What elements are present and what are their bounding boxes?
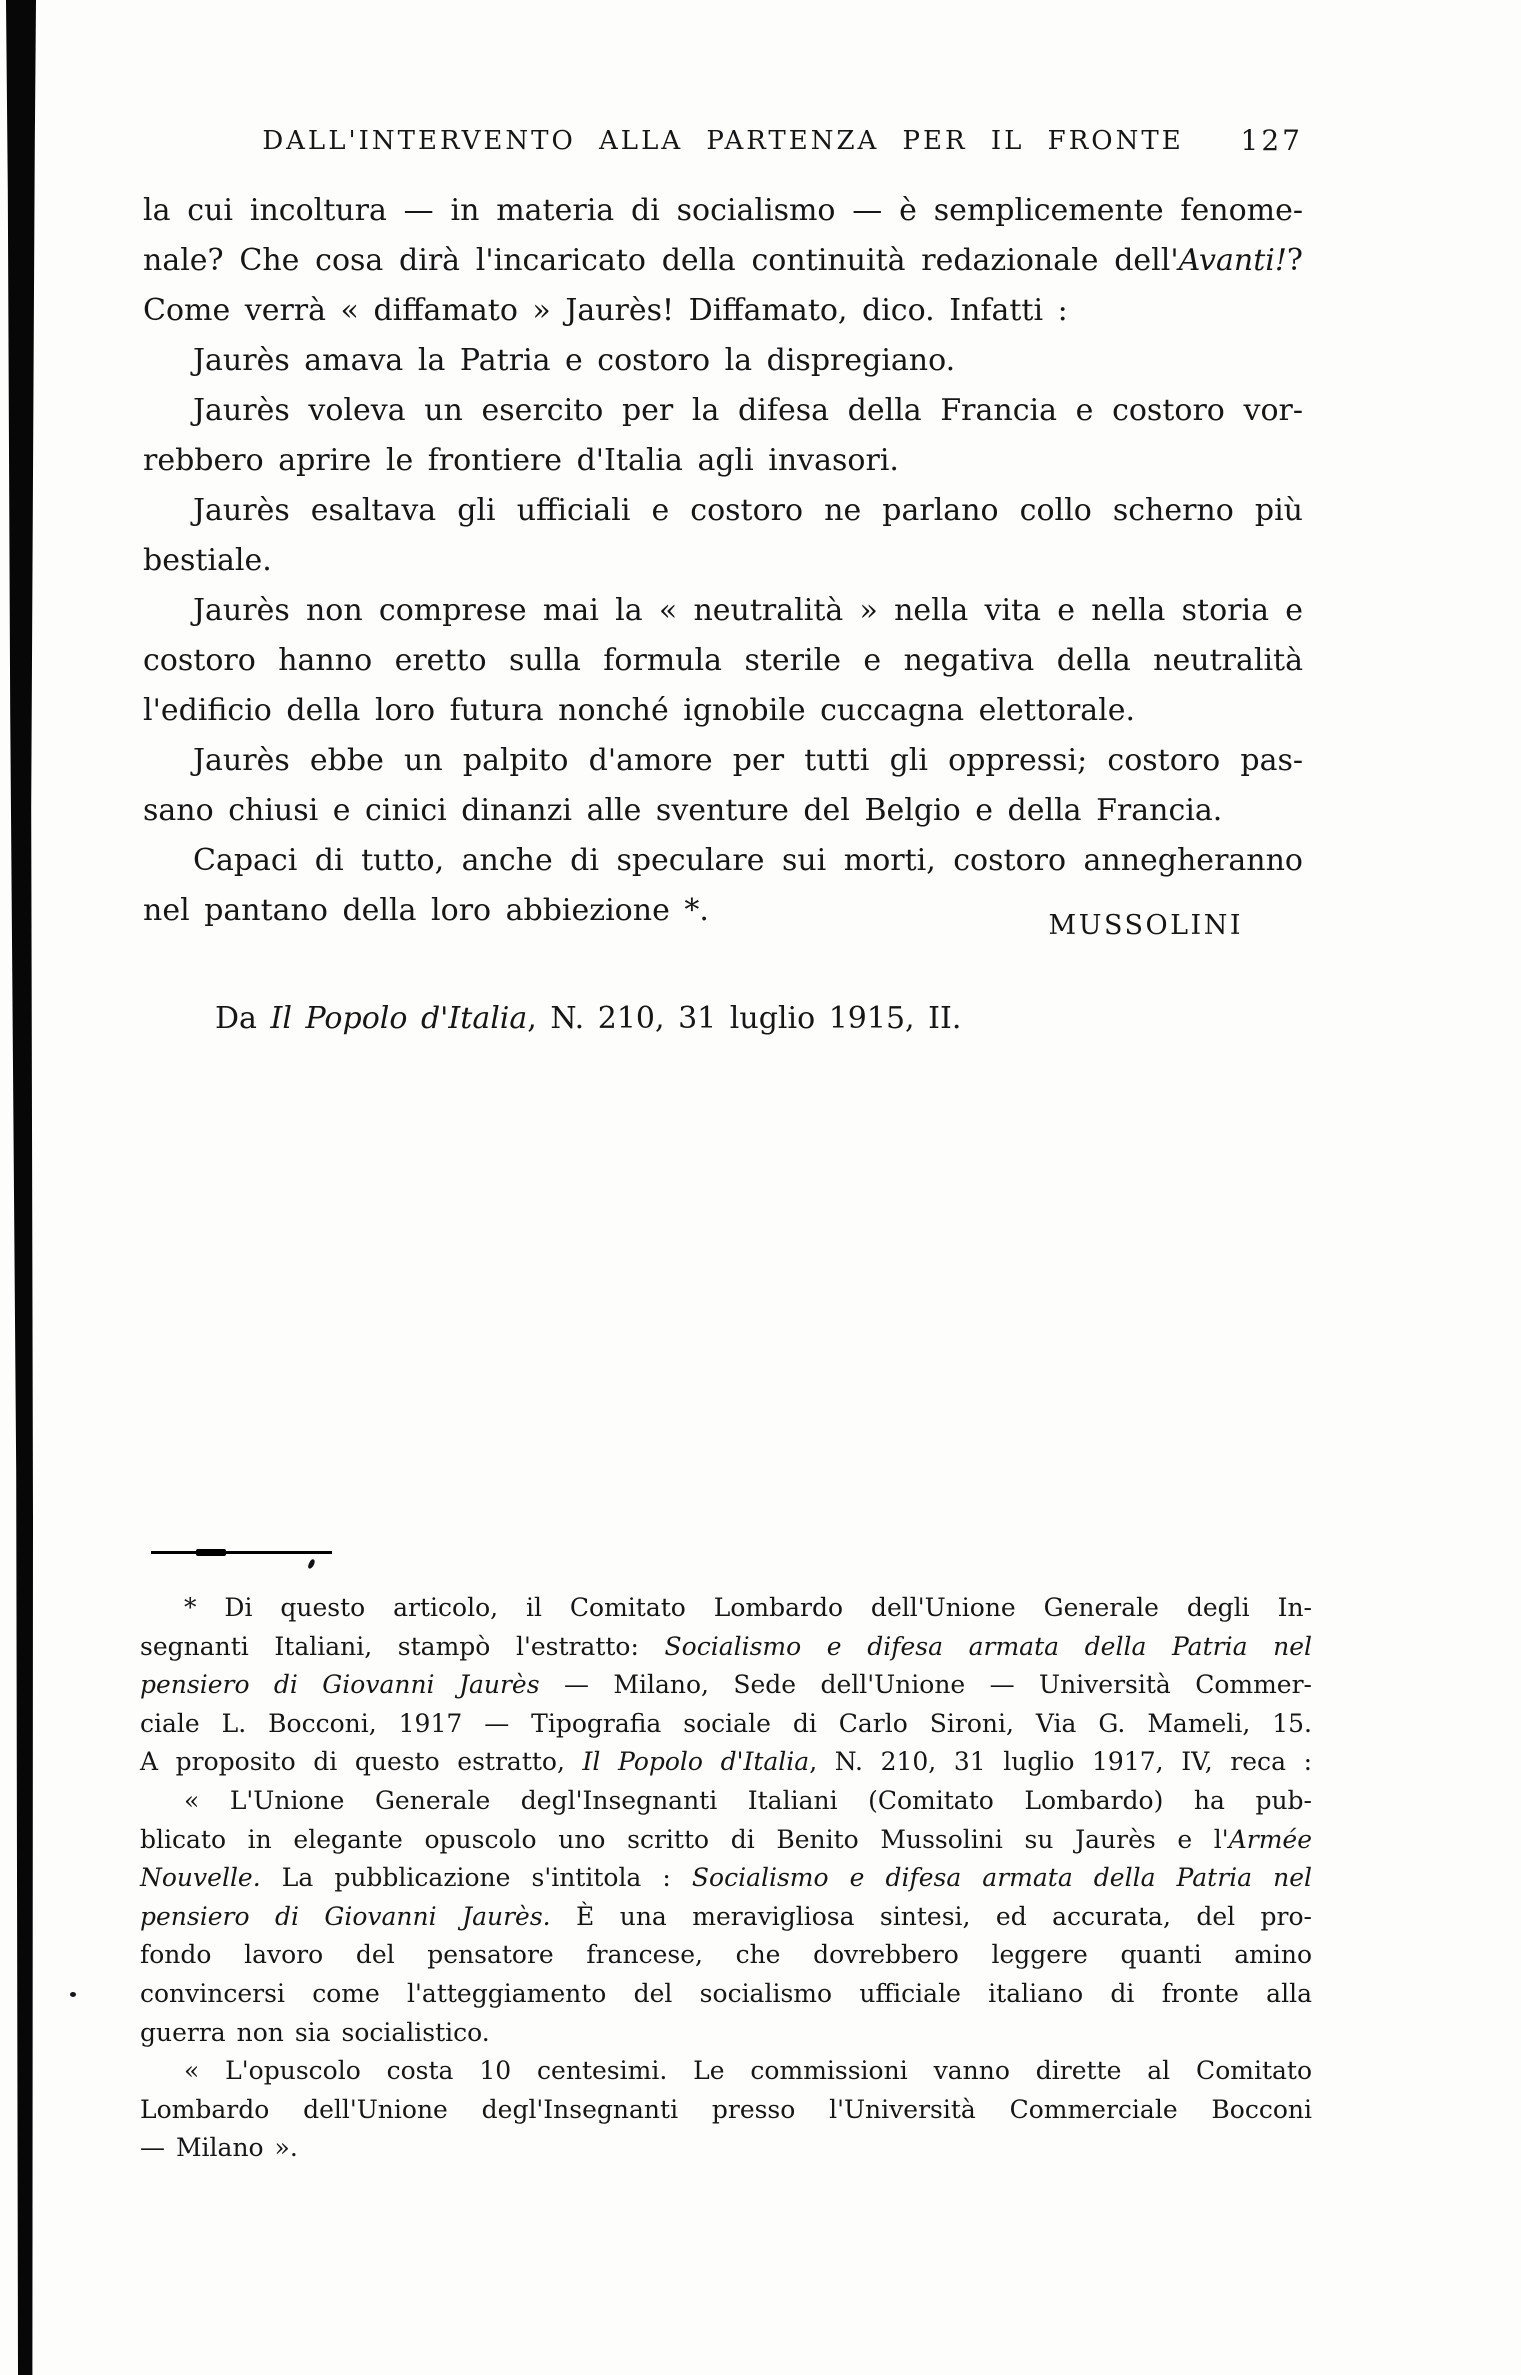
footnote-line: convincersi come l'atteggiamento del socialismo ufficiale italiano di fronte alla: [140, 1978, 1312, 2008]
running-header: [143, 126, 1303, 162]
body-line: l'edificio della loro futura nonché ignobile cuccagna elettorale.: [143, 693, 1136, 728]
body-line: sano chiusi e cinici dinanzi alle sventure del Belgio e della Francia.: [143, 793, 1223, 828]
footnote-line: « L'Unione Generale degl'Insegnanti Italiani (Comitato Lombardo) ha pub-: [184, 1785, 1312, 1815]
ink-speck: [307, 1558, 316, 1569]
footnote-rule-thick-segment: [196, 1549, 226, 1556]
body-line: Jaurès amava la Patria e costoro la dispregiano.: [193, 343, 956, 378]
footnote-line: guerra non sia socialistico.: [140, 2017, 490, 2047]
running-header-title: DALL'INTERVENTO ALLA PARTENZA PER IL FRONTE: [262, 126, 1184, 156]
body-line: Capaci di tutto, anche di speculare sui morti, costoro annegheranno: [193, 843, 1303, 878]
footnote-line: pensiero di Giovanni Jaurès. È una meravigliosa sintesi, ed accurata, del pro-: [140, 1901, 1312, 1931]
footnote-line: A proposito di questo estratto, Il Popolo d'Italia, N. 210, 31 luglio 1917, IV, reca :: [140, 1747, 1313, 1777]
body-line: rebbero aprire le frontiere d'Italia agli invasori.: [143, 443, 899, 478]
body-line: nel pantano della loro abbiezione *.: [143, 893, 709, 928]
body-line: Jaurès esaltava gli ufficiali e costoro ne parlano collo scherno più: [193, 493, 1303, 528]
body-line: Jaurès ebbe un palpito d'amore per tutti gli oppressi; costoro pas-: [193, 743, 1303, 778]
body-line: costoro hanno eretto sulla formula sterile e negativa della neutralità: [143, 643, 1303, 678]
footnote-line: pensiero di Giovanni Jaurès — Milano, Sede dell'Unione — Università Commer-: [140, 1670, 1313, 1700]
page-number: 127: [1240, 124, 1303, 157]
footnote-line: fondo lavoro del pensatore francese, che dovrebbero leggere quanti amino: [140, 1940, 1312, 1970]
body-text: [143, 186, 1303, 936]
body-line: Jaurès non comprese mai la « neutralità » nella vita e nella storia e: [193, 593, 1303, 628]
source-citation-line: Da Il Popolo d'Italia, N. 210, 31 luglio 1915, II.: [215, 1001, 962, 1036]
footnote-line: ciale L. Bocconi, 1917 — Tipografia sociale di Carlo Sironi, Via G. Mameli, 15.: [140, 1708, 1312, 1738]
body-line: Jaurès voleva un esercito per la difesa della Francia e costoro vor-: [193, 393, 1303, 428]
footnote-text: [140, 1589, 1312, 2168]
footnote-line: blicato in elegante opuscolo uno scritto di Benito Mussolini su Jaurès e l'Armée: [140, 1824, 1312, 1854]
body-line: la cui incoltura — in materia di socialismo — è semplicemente fenome-: [143, 193, 1303, 228]
footnote-line: — Milano ».: [140, 2133, 298, 2163]
source-citation: [215, 1001, 1315, 1036]
body-line: nale? Che cosa dirà l'incaricato della continuità redazionale dell'Avanti!?: [143, 243, 1303, 278]
author-signature: MUSSOLINI: [1048, 910, 1243, 941]
footnote-line: Lombardo dell'Unione degl'Insegnanti presso l'Università Commerciale Bocconi: [140, 2094, 1312, 2124]
body-line: bestiale.: [143, 543, 272, 578]
ink-speck: [70, 1992, 76, 1997]
footnote-line: « L'opuscolo costa 10 centesimi. Le commissioni vanno dirette al Comitato: [184, 2056, 1312, 2086]
footnote-rule: [151, 1551, 332, 1554]
footnote-line: segnanti Italiani, stampò l'estratto: Socialismo e difesa armata della Patria nel: [140, 1631, 1312, 1661]
body-line: Come verrà « diffamato » Jaurès! Diffamato, dico. Infatti :: [143, 293, 1068, 328]
footnote-line: Nouvelle. La pubblicazione s'intitola : Socialismo e difesa armata della Patria nel: [140, 1863, 1312, 1893]
binding-scan-artifact: [6, 0, 36, 2375]
footnote-line: * Di questo articolo, il Comitato Lombardo dell'Unione Generale degli In-: [184, 1593, 1312, 1622]
